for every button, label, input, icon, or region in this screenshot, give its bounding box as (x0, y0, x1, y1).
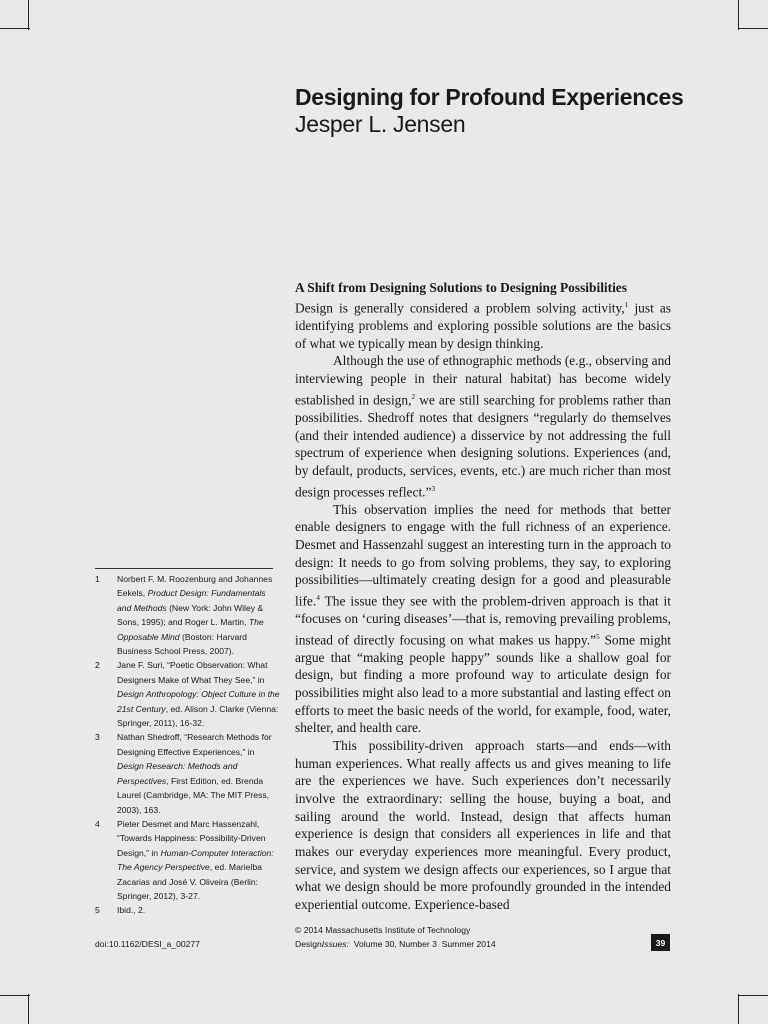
footnote (95, 817, 280, 903)
page-number: 39 (651, 934, 670, 951)
journal-citation (295, 938, 496, 951)
text-run: Although the use of ethnographic methods (e.g., observing and interviewing people in their natural habitat) has become widely established in design, (295, 353, 671, 408)
crop-mark-top-left-vertical (28, 0, 29, 30)
text-run: Design is generally considered a problem solving activity, (295, 300, 625, 316)
article-title: Designing for Profound Experiences (295, 84, 684, 110)
footnote-number: 4 (95, 818, 100, 829)
paragraph (295, 296, 671, 352)
crop-mark-bottom-left-vertical (28, 994, 29, 1024)
footnote (95, 903, 280, 917)
paragraph (295, 501, 671, 737)
footnote-number: 1 (95, 574, 100, 584)
copyright: © 2014 Massachusetts Institute of Technology (295, 925, 471, 935)
text-run: Jane F. Suri, “Poetic Observation: What Designers Make of What They See,” in (117, 660, 268, 685)
citation-marker: 3 (431, 483, 436, 493)
text-run: (New York: John Wiley & Sons, 1995); and Roger L. Martin, (117, 602, 264, 628)
citation-marker: 5 (596, 631, 600, 641)
footnote-number: 3 (95, 732, 100, 743)
text-run: we are still searching for problems rather than possibilities. Shedroff notes that designers “regularly do themselves (and their intended audience) a disservice by not addressing the full spectrum of experience when designing solutions. Experiences (and, by default, products, services, events, etc.) are much richer than most design processes reflect.” (295, 392, 672, 499)
text-run: (Boston: Harvard Business School Press, 2007). (117, 631, 247, 657)
body-text (295, 296, 671, 914)
italic-text: The Opposable Mind (117, 617, 264, 642)
text-run: Nathan Shedroff, “Research Methods for Designing Effective Experiences,” in (117, 732, 272, 757)
footnote-number: 5 (95, 905, 100, 916)
footnote-text (117, 658, 280, 730)
crop-mark-bottom-right-vertical (738, 994, 739, 1024)
text-run: , First Edition, ed. Brenda Laurel (Cambridge, MA: The MIT Press, 2003), 163. (117, 775, 270, 815)
crop-mark-bottom-right-horizontal (738, 995, 768, 996)
footnote-text (117, 730, 280, 816)
footnote-divider (95, 568, 273, 569)
footnotes (95, 572, 280, 918)
doi: doi:10.1162/DESI_a_00277 (95, 939, 200, 949)
paragraph (295, 737, 671, 914)
text-run: , ed. Alison J. Clarke (Vienna: Springer, 2011), 16-32. (117, 703, 279, 729)
crop-mark-top-right-vertical (738, 0, 739, 30)
citation-marker: 2 (411, 391, 416, 401)
text-run: , ed. Marielba Zacarias and José V. Oliveira (Berlin: Springer, 2012), 3-27. (117, 862, 262, 901)
text-run: Pieter Desmet and Marc Hassenzahl, “Towards Happiness: Possibility-Driven Design,” in (117, 818, 266, 858)
citation-marker: 1 (624, 300, 629, 309)
text-run: Some might argue that “making people happy” sounds like a shallow goal for design, but finding a more profound way to articulate design for possibilities might also lead to a more substantial and lasting effect on efforts to meet the basic needs of the world, for example, food, water, shelter, and health care. (295, 632, 671, 736)
journal-issue: Volume 30, Number 3 Summer 2014 (349, 939, 496, 949)
text-run: This observation implies the need for methods that better enable designers to engage with the full richness of an experience. Desmet and Hassenzahl suggest an interesting turn in the approach to design: It needs to go from solving problems, they say, to exploring possibilities—ultimately creating design for a good and pleasurable life. (295, 501, 671, 609)
journal-name-italic: Issues: (321, 939, 349, 949)
citation-marker: 4 (316, 592, 320, 602)
italic-text: Design Research: Methods and Perspectives (117, 761, 238, 786)
footnote-text (117, 572, 280, 658)
footnote (95, 730, 280, 816)
footnote-text (117, 817, 280, 903)
italic-text: Product Design: Fundamentals and Methods (117, 588, 266, 613)
paragraph (295, 352, 671, 500)
footnote-number: 2 (95, 660, 100, 671)
text-run: Norbert F. M. Roozenburg and Johannes Eekels, (117, 574, 273, 599)
article-author: Jesper L. Jensen (295, 111, 466, 137)
footnote (95, 572, 280, 658)
crop-mark-top-left-horizontal (0, 28, 30, 29)
crop-mark-top-right-horizontal (738, 28, 768, 29)
text-run: This possibility-driven approach starts—and ends—with human experiences. What really affects us and gives meaning to life are the experiences we have. Such experiences don’t necessarily involve the extraordinary: selling the house, buying a boat, and sailing around the world. Instead, design that affects human experience is design that considers all experiences in life and that makes our everyday experiences more meaningful. Every product, service, and system we design affects our experiences, so I argue that what we design should be more profoundly grounded in the intended experiential outcome. Experience-based (295, 738, 671, 912)
footnote (95, 658, 280, 730)
journal-name: Design (295, 939, 322, 949)
footnote-text (117, 903, 280, 917)
text-run: Ibid., 2. (117, 905, 146, 916)
italic-text: Human-Computer Interaction: The Agency Perspective (117, 847, 274, 873)
italic-text: Design Anthropology: Object Culture in the 21st Century (117, 689, 280, 714)
crop-mark-bottom-left-horizontal (0, 995, 30, 996)
section-heading: A Shift from Designing Solutions to Designing Possibilities (295, 280, 627, 295)
text-run: The issue they see with the problem-driven approach is that it “focuses on ‘curing diseases’—that is, removing prevailing problems, instead of directly focusing on what makes us happy.” (295, 593, 671, 648)
text-run: just as identifying problems and exploring possible solutions are the basics of what we typically mean by design thinking. (295, 300, 671, 351)
